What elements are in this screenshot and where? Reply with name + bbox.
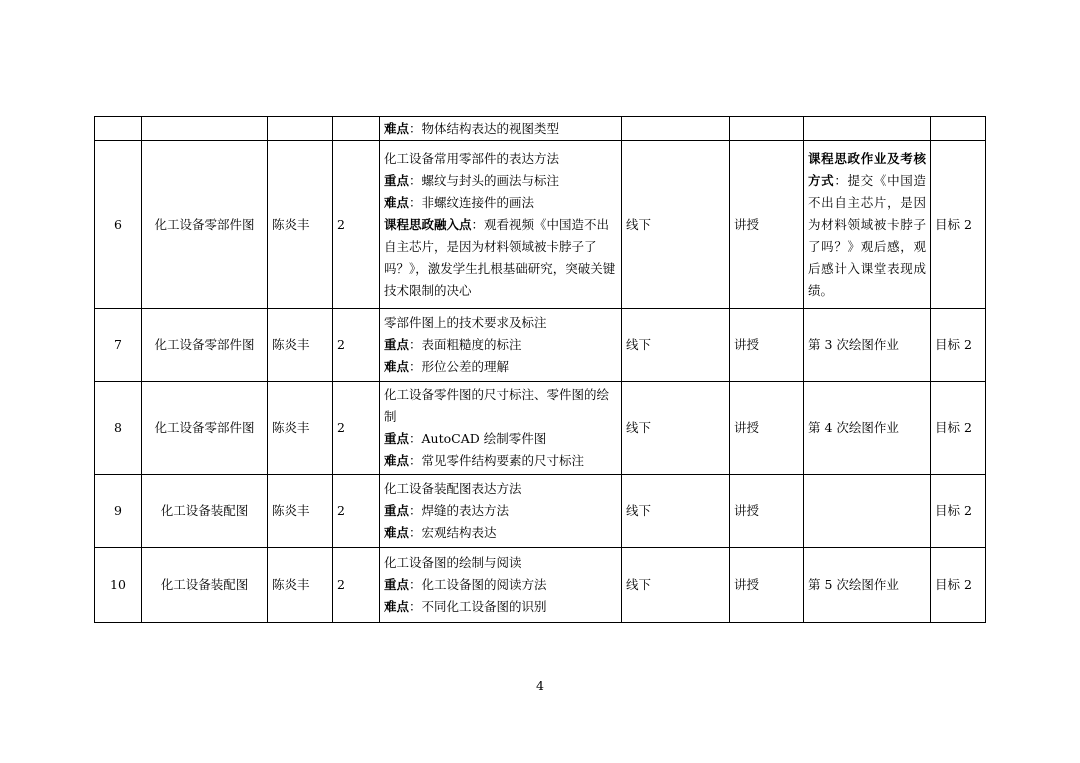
cell-index: 9 (95, 475, 142, 548)
cell-assessment (804, 475, 931, 548)
content-line (384, 214, 617, 302)
cell-assessment (804, 548, 931, 623)
cell-hours (333, 117, 380, 141)
cell-assessment (804, 141, 931, 309)
content-line-text: ：常见零件结构要素的尺寸标注 (409, 453, 585, 468)
cell-content (380, 382, 622, 475)
cell-content (380, 117, 622, 141)
page-number: 4 (536, 678, 544, 693)
cell-chapter: 化工设备零部件图 (142, 141, 268, 309)
course-schedule-table (94, 116, 986, 623)
content-line (384, 478, 617, 500)
cell-method: 讲授 (730, 382, 804, 475)
assessment-text: 第 5 次绘图作业 (808, 577, 899, 592)
cell-method: 讲授 (730, 309, 804, 382)
cell-mode: 线下 (622, 309, 730, 382)
cell-goal: 目标 2 (931, 548, 986, 623)
cell-teacher: 陈炎丰 (268, 548, 333, 623)
cell-method: 讲授 (730, 475, 804, 548)
assessment-text: 第 4 次绘图作业 (808, 420, 899, 435)
cell-assessment (804, 309, 931, 382)
content-line-label: 课程思政融入点 (384, 216, 472, 232)
cell-content (380, 141, 622, 309)
content-line-text: 零部件图上的技术要求及标注 (384, 315, 547, 330)
cell-mode: 线下 (622, 548, 730, 623)
cell-goal: 目标 2 (931, 309, 986, 382)
cell-index: 7 (95, 309, 142, 382)
cell-content (380, 475, 622, 548)
cell-content (380, 309, 622, 382)
content-line-label: 重点 (384, 337, 410, 352)
content-line (384, 170, 617, 192)
assessment-text: ：提交《中国造不出自主芯片，是因为材料领域被卡脖子了吗？》观后感，观后感计入课堂表现成绩。 (808, 172, 926, 298)
cell-assessment (804, 117, 931, 141)
content-line-text: 化工设备装配图表达方法 (384, 481, 522, 496)
content-line-text: 化工设备图的绘制与阅读 (384, 555, 522, 570)
table-body (95, 117, 986, 623)
cell-mode: 线下 (622, 141, 730, 309)
content-line-text: 化工设备常用零部件的表达方法 (384, 150, 560, 166)
cell-teacher: 陈炎丰 (268, 309, 333, 382)
content-line (384, 552, 617, 574)
content-line-label: 难点 (384, 525, 410, 540)
cell-chapter: 化工设备零部件图 (142, 309, 268, 382)
content-line-text: ：不同化工设备图的识别 (409, 599, 547, 614)
cell-index: 6 (95, 141, 142, 309)
content-line (384, 356, 617, 378)
cell-goal: 目标 2 (931, 382, 986, 475)
cell-goal: 目标 2 (931, 141, 986, 309)
cell-assessment (804, 382, 931, 475)
content-line-label: 难点 (384, 359, 410, 374)
content-line-text: ：化工设备图的阅读方法 (409, 577, 547, 592)
cell-teacher: 陈炎丰 (268, 475, 333, 548)
content-line (384, 500, 617, 522)
cell-teacher: 陈炎丰 (268, 141, 333, 309)
content-line (384, 450, 617, 472)
content-line-label: 重点 (384, 577, 410, 592)
cell-method: 讲授 (730, 141, 804, 309)
content-line-label: 难点 (384, 194, 410, 210)
cell-method: 讲授 (730, 548, 804, 623)
content-line (384, 334, 617, 356)
cell-mode: 线下 (622, 382, 730, 475)
cell-hours: 2 (333, 309, 380, 382)
content-line (384, 596, 617, 618)
content-line-text: ：表面粗糙度的标注 (409, 337, 522, 352)
content-line (384, 384, 617, 428)
cell-index: 10 (95, 548, 142, 623)
assessment-text: 第 3 次绘图作业 (808, 337, 899, 352)
content-line-text: ：形位公差的理解 (409, 359, 510, 374)
assessment-label: 课程思政作业及考核方式 (808, 150, 926, 188)
content-line-label: 重点 (384, 172, 410, 188)
table-row (95, 141, 986, 309)
table-row (95, 309, 986, 382)
content-line (384, 192, 617, 214)
content-line-label: 重点 (384, 431, 410, 446)
content-line (384, 312, 617, 334)
content-line-text: ：宏观结构表达 (409, 525, 497, 540)
cell-mode: 线下 (622, 475, 730, 548)
cell-hours: 2 (333, 475, 380, 548)
content-line-text: ：AutoCAD 绘制零件图 (409, 431, 547, 446)
content-line-label: 难点 (384, 120, 410, 136)
content-line (384, 574, 617, 596)
content-line-label: 难点 (384, 453, 410, 468)
table-row (95, 475, 986, 548)
cell-teacher: 陈炎丰 (268, 382, 333, 475)
content-line-text: ：物体结构表达的视图类型 (409, 120, 560, 136)
cell-hours: 2 (333, 382, 380, 475)
table-row (95, 382, 986, 475)
cell-chapter: 化工设备装配图 (142, 548, 268, 623)
cell-hours: 2 (333, 548, 380, 623)
cell-goal (931, 117, 986, 141)
content-line-text: ：非螺纹连接件的画法 (409, 194, 535, 210)
content-line-text: ：观看视频《中国造不出自主芯片，是因为材料领域被卡脖子了吗？》，激发学生扎根基础研究，突破关键技术限制的决心 (384, 216, 616, 298)
content-line (384, 428, 617, 450)
cell-chapter: 化工设备装配图 (142, 475, 268, 548)
table-row (95, 548, 986, 623)
content-line (384, 118, 617, 140)
cell-mode (622, 117, 730, 141)
content-line (384, 522, 617, 544)
cell-goal: 目标 2 (931, 475, 986, 548)
table-row (95, 117, 986, 141)
content-line-text: ：焊缝的表达方法 (409, 503, 510, 518)
content-line-text: 化工设备零件图的尺寸标注、零件图的绘制 (384, 387, 610, 424)
cell-hours: 2 (333, 141, 380, 309)
cell-chapter: 化工设备零部件图 (142, 382, 268, 475)
cell-index: 8 (95, 382, 142, 475)
content-line (384, 148, 617, 170)
content-line-label: 难点 (384, 599, 410, 614)
content-line-text: ：螺纹与封头的画法与标注 (409, 172, 560, 188)
cell-chapter (142, 117, 268, 141)
cell-method (730, 117, 804, 141)
cell-teacher (268, 117, 333, 141)
cell-content (380, 548, 622, 623)
content-line-label: 重点 (384, 503, 410, 518)
cell-index (95, 117, 142, 141)
